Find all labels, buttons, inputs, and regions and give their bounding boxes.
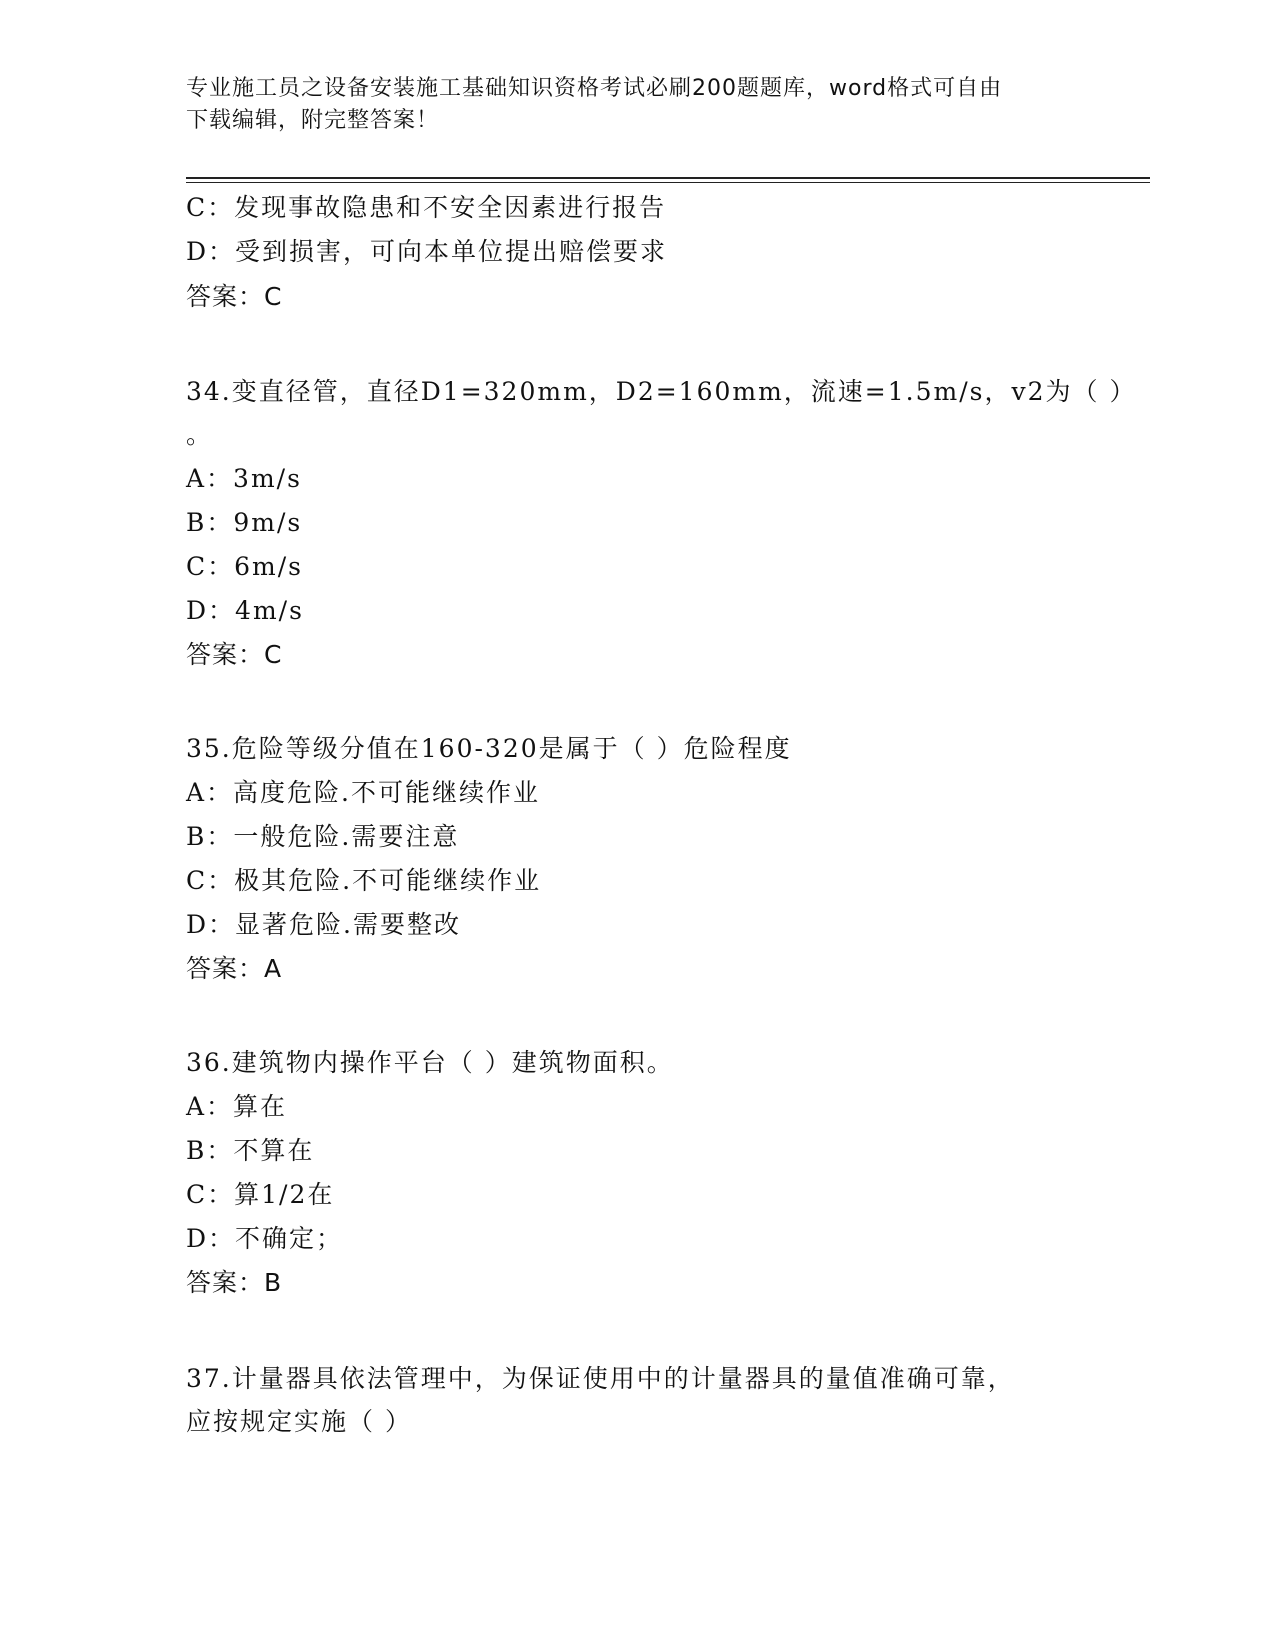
q37-question-line-1: 37.计量器具依法管理中，为保证使用中的计量器具的量值准确可靠，	[186, 1364, 1015, 1393]
document-header	[186, 73, 1066, 137]
q36-option-d: D：不确定；	[186, 1224, 344, 1253]
q35-option-d: D：显著危险.需要整改	[186, 910, 461, 939]
q36-option-b: B：不算在	[186, 1136, 315, 1165]
q33-option-d: D：受到损害，可向本单位提出赔偿要求	[186, 237, 668, 266]
q35-option-b: B：一般危险.需要注意	[186, 822, 460, 851]
header-divider-thick	[186, 177, 1150, 179]
q35-option-a: A：高度危险.不可能继续作业	[186, 778, 541, 807]
q34-option-c: C：6m/s	[186, 552, 303, 581]
header-line-2: 下载编辑，附完整答案！	[186, 108, 440, 133]
q35-option-c: C：极其危险.不可能继续作业	[186, 866, 542, 895]
q34-option-b: B：9m/s	[186, 508, 303, 537]
q33-option-c: C：发现事故隐患和不安全因素进行报告	[186, 193, 667, 222]
q34-answer: 答案：C	[186, 640, 283, 669]
q37-question-line-2: 应按规定实施（ ）	[186, 1407, 412, 1436]
q36-option-a: A：算在	[186, 1092, 288, 1121]
header-line-1: 专业施工员之设备安装施工基础知识资格考试必刷200题题库，word格式可自由	[186, 76, 1003, 101]
q36-question: 36.建筑物内操作平台（ ）建筑物面积。	[186, 1048, 674, 1077]
q34-question-line-1: 34.变直径管，直径D1=320mm，D2=160mm，流速=1.5m/s，v2为（ ）	[186, 377, 1137, 406]
q36-option-c: C：算1/2在	[186, 1180, 335, 1209]
header-divider-thin	[186, 182, 1150, 183]
q34-option-a: A：3m/s	[186, 464, 302, 493]
q35-question: 35.危险等级分值在160-320是属于（ ）危险程度	[186, 734, 792, 763]
q36-answer: 答案：B	[186, 1268, 283, 1297]
q33-answer: 答案：C	[186, 282, 283, 311]
q34-question-line-2: 。	[186, 420, 214, 449]
q35-answer: 答案：A	[186, 954, 283, 983]
q34-option-d: D：4m/s	[186, 596, 304, 625]
